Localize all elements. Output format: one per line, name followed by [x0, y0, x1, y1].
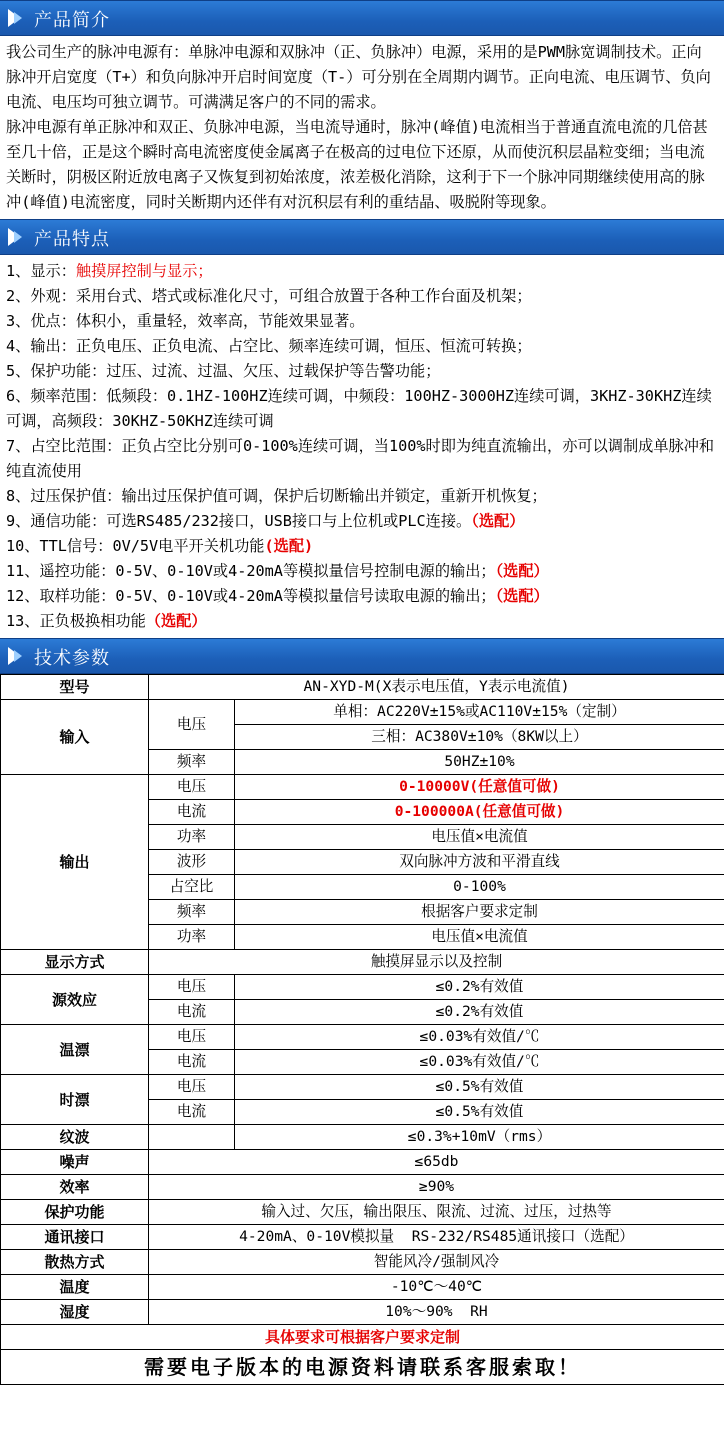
feature-item [6, 534, 718, 559]
section-header-specs [0, 638, 724, 674]
text: 10、TTL信号：0V/5V电平开关机功能 [6, 537, 265, 555]
text: 8、过压保护值：输出过压保护值可调，保护后切断输出并锁定，重新开机恢复； [6, 487, 547, 505]
table-cell: 双向脉冲方波和平滑直线 [235, 850, 724, 875]
table-cell: 三相：AC380V±10%（8KW以上） [235, 725, 724, 750]
table-cell: 输出 [1, 775, 149, 950]
feature-item [6, 359, 718, 384]
table-cell: ≤0.03%有效值/℃ [235, 1050, 724, 1075]
table-cell: ≤65db [149, 1150, 724, 1175]
text: （选配） [495, 587, 549, 605]
table-cell: 噪声 [1, 1150, 149, 1175]
table-row [1, 1150, 724, 1175]
text: 4、输出：正负电压、正负电流、占空比、频率连续可调，恒压、恒流可转换； [6, 337, 532, 355]
chevron-accent-icon [14, 231, 22, 243]
feature-item [6, 384, 718, 434]
feature-item [6, 259, 718, 284]
table-cell: 散热方式 [1, 1250, 149, 1275]
table-cell: 智能风冷/强制风冷 [149, 1250, 724, 1275]
table-cell: 时漂 [1, 1075, 149, 1125]
table-cell: 型号 [1, 675, 149, 700]
table-row [1, 1175, 724, 1200]
table-cell: ≤0.2%有效值 [235, 1000, 724, 1025]
feature-item [6, 309, 718, 334]
table-cell: 纹波 [1, 1125, 149, 1150]
table-cell: 湿度 [1, 1300, 149, 1325]
section-title: 产品简介 [34, 10, 110, 31]
table-cell: 0-100000A(任意值可做) [235, 800, 724, 825]
table-row [1, 1325, 724, 1350]
chevron-accent-icon [14, 650, 22, 662]
text: 12、取样功能：0-5V、0-10V或4-20mA等模拟量信号读取电源的输出； [6, 587, 496, 605]
feature-item [6, 609, 718, 634]
table-cell: 电压 [149, 775, 235, 800]
text: 6、频率范围：低频段：0.1HZ-100HZ连续可调，中频段：100HZ-3000HZ连续可调，3KHZ-30KHZ连续可调，高频段：30KHZ-50KHZ连续可调 [6, 387, 712, 430]
text: 7、占空比范围：正负占空比分别可0-100%连续可调，当100%时即为纯直流输出，亦可以调制成单脉冲和纯直流使用 [6, 437, 715, 480]
table-cell: 保护功能 [1, 1200, 149, 1225]
text: 11、遥控功能：0-5V、0-10V或4-20mA等模拟量信号控制电源的输出； [6, 562, 496, 580]
table-cell: 占空比 [149, 875, 235, 900]
table-cell: 根据客户要求定制 [235, 900, 724, 925]
table-row [1, 775, 724, 800]
table-cell: ≥90% [149, 1175, 724, 1200]
table-cell: 源效应 [1, 975, 149, 1025]
text: 触摸屏控制与显示； [75, 262, 213, 280]
table-cell: ≤0.3%+10mV（rms） [235, 1125, 724, 1150]
table-cell: 电压 [149, 975, 235, 1000]
section-header-features [0, 219, 724, 255]
table-cell: 0-100% [235, 875, 724, 900]
table-cell: 4-20mA、0-10V模拟量 RS-232/RS485通讯接口（选配） [149, 1225, 724, 1250]
text: 13、正负极换相功能 [6, 612, 146, 630]
table-row [1, 675, 724, 700]
table-cell: 效率 [1, 1175, 149, 1200]
section-header-intro [0, 0, 724, 36]
table-row [1, 1125, 724, 1150]
table-cell: 电压 [149, 1075, 235, 1100]
table-cell: 电流 [149, 800, 235, 825]
specs-table [0, 674, 724, 1385]
table-row [1, 975, 724, 1000]
table-cell: ≤0.5%有效值 [235, 1075, 724, 1100]
table-cell: 输入过、欠压，输出限压、限流、过流、过压，过热等 [149, 1200, 724, 1225]
feature-item [6, 584, 718, 609]
text: 2、外观：采用台式、塔式或标准化尺寸，可组合放置于各种工作台面及机架； [6, 287, 532, 305]
feature-item [6, 509, 718, 534]
table-cell: 波形 [149, 850, 235, 875]
table-cell: 频率 [149, 750, 235, 775]
table-row [1, 1075, 724, 1100]
text: 5、保护功能：过压、过流、过温、欠压、过载保护等告警功能； [6, 362, 441, 380]
feature-item [6, 484, 718, 509]
table-cell: 电压 [149, 700, 235, 750]
table-row [1, 1025, 724, 1050]
table-cell: 电压值×电流值 [235, 825, 724, 850]
table-row [1, 700, 724, 725]
text: (选配) [264, 537, 314, 555]
table-cell: 功率 [149, 925, 235, 950]
section-title: 产品特点 [34, 229, 110, 250]
table-cell: 显示方式 [1, 950, 149, 975]
table-row [1, 950, 724, 975]
text: （选配） [145, 612, 207, 630]
text: （选配） [495, 562, 549, 580]
text: 9、通信功能：可选RS485/232接口，USB接口与上位机或PLC连接。 [6, 512, 472, 530]
table-cell: 功率 [149, 825, 235, 850]
table-cell: ≤0.2%有效值 [235, 975, 724, 1000]
table-cell: AN-XYD-M(X表示电压值，Y表示电流值) [149, 675, 724, 700]
text: 1、显示： [6, 262, 76, 280]
footer-note: 具体要求可根据客户要求定制 [1, 1325, 724, 1350]
table-row [1, 1200, 724, 1225]
table-cell: 通讯接口 [1, 1225, 149, 1250]
table-cell: 频率 [149, 900, 235, 925]
table-cell: 10%～90% RH [149, 1300, 724, 1325]
table-cell: 50HZ±10% [235, 750, 724, 775]
table-row [1, 1225, 724, 1250]
chevron-accent-icon [14, 12, 22, 24]
footer-contact: 需要电子版本的电源资料请联系客服索取！ [1, 1350, 724, 1385]
table-cell: 电压值×电流值 [235, 925, 724, 950]
table-cell: -10℃～40℃ [149, 1275, 724, 1300]
table-cell: 触摸屏显示以及控制 [149, 950, 724, 975]
table-cell: ≤0.5%有效值 [235, 1100, 724, 1125]
features-list [0, 255, 724, 638]
section-title: 技术参数 [34, 648, 110, 669]
feature-item [6, 284, 718, 309]
text: （选配） [471, 512, 525, 530]
table-cell: 温度 [1, 1275, 149, 1300]
feature-item [6, 334, 718, 359]
table-cell: 单相：AC220V±15%或AC110V±15%（定制） [235, 700, 724, 725]
table-cell: 电流 [149, 1100, 235, 1125]
text: 3、优点：体积小，重量轻，效率高，节能效果显著。 [6, 312, 365, 330]
intro-paragraph-1: 我公司生产的脉冲电源有：单脉冲电源和双脉冲（正、负脉冲）电源，采用的是PWM脉宽调制技术。正向脉冲开启宽度（T+）和负向脉冲开启时间宽度（T-）可分别在全周期内调节。正向电流、电压调节、负向电流、电压均可独立调节。可满满足客户的不同的需求。 [6, 43, 711, 111]
table-row [1, 1300, 724, 1325]
table-cell: ≤0.03%有效值/℃ [235, 1025, 724, 1050]
table-cell: 电流 [149, 1050, 235, 1075]
intro-text [0, 36, 724, 219]
feature-item [6, 434, 718, 484]
table-cell: 输入 [1, 700, 149, 775]
table-row [1, 1275, 724, 1300]
table-cell: 0-10000V(任意值可做) [235, 775, 724, 800]
table-row [1, 1250, 724, 1275]
table-cell: 电流 [149, 1000, 235, 1025]
table-row [1, 1350, 724, 1385]
table-cell: 电压 [149, 1025, 235, 1050]
intro-paragraph-2: 脉冲电源有单正脉冲和双正、负脉冲电源，当电流导通时，脉冲(峰值)电流相当于普通直流电流的几倍甚至几十倍，正是这个瞬时高电流密度使金属离子在极高的过电位下还原，从而使沉积层晶粒变细；当电流关断时，阴极区附近放电离子又恢复到初始浓度，浓差极化消除，这利于下一个脉冲同期继续使用高的脉冲(峰值)电流密度，同时关断期内还伴有对沉积层有利的重结晶、吸脱附等现象。 [6, 118, 708, 211]
table-cell: 温漂 [1, 1025, 149, 1075]
feature-item [6, 559, 718, 584]
